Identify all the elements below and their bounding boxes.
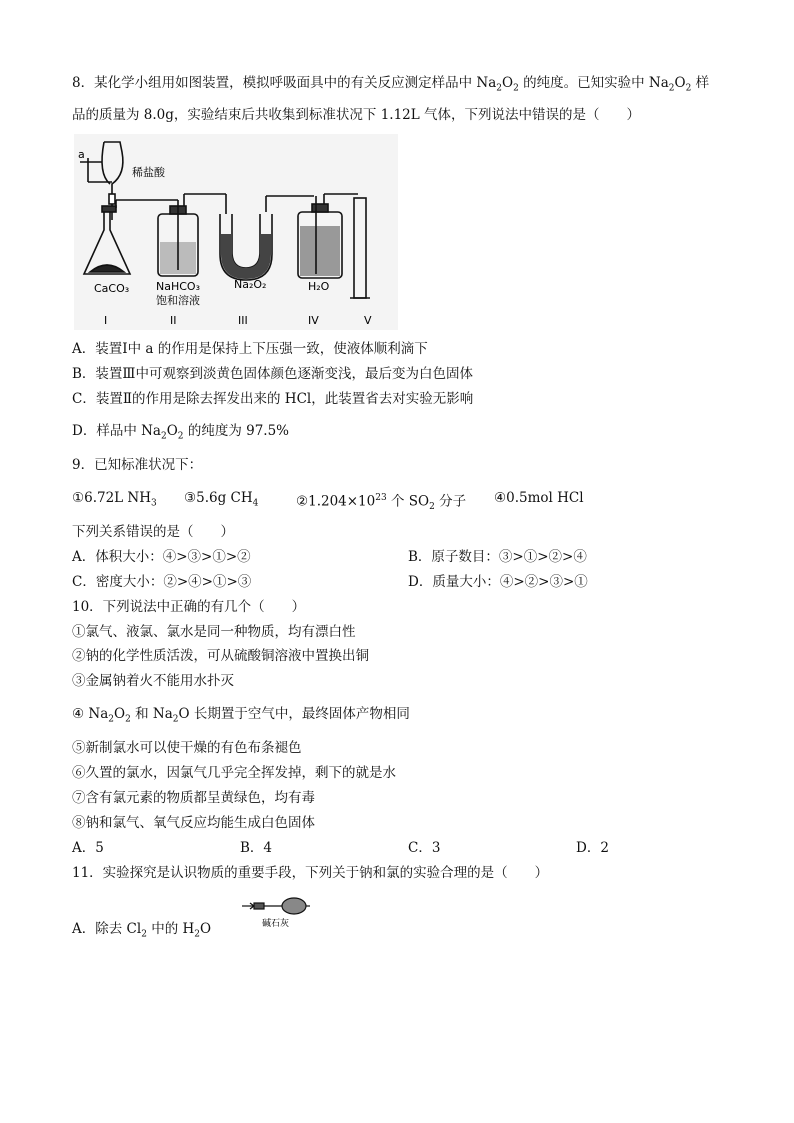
q9-option-a: A．体积大小：④>③>①>② [72,549,251,565]
apparatus-figure [74,134,398,330]
q10-statement-6: ⑥久置的氯水，因氯气几乎完全挥发掉，剩下的就是水 [72,765,396,781]
q10-statement-1: ①氯气、液氯、氯水是同一种物质，均有漂白性 [72,624,356,640]
q9-item-3: ③5.6g $CH_4$ [184,490,259,509]
q10-statement-8: ⑧钠和氯气、氧气反应均能生成白色固体 [72,815,315,831]
q10-statement-5: ⑤新制氯水可以使干燥的有色布条褪色 [72,740,302,756]
q10-stem: 10．下列说法中正确的有几个（ ） [72,599,306,615]
q10-option-b: B．4 [240,840,273,856]
q9-option-b: B．原子数目：③>①>②>④ [408,549,587,565]
q10-statement-4: ④ $Na_2O_2$ 和 $Na_2O$ 长期置于空气中，最终固体产物相同 [72,706,410,725]
q9-item-2: $②1.204\times 10^{23}$ 个 $SO_2$ 分子 [296,493,467,513]
drying-tube-figure [240,894,312,930]
q10-statement-3: ③金属钠着火不能用水扑灭 [72,673,234,689]
q9-item-1: ①6.72L $NH_3$ [72,490,157,509]
q10-option-c: C．3 [408,840,441,856]
soda-lime-label: 碱石灰 [262,919,290,929]
q9-option-c: C．密度大小：②>④>①>③ [72,574,252,590]
label-h2o: H₂O [308,280,330,293]
q9-stem: 9．已知标准状况下： [72,457,203,473]
q9-item-4: ④0.5mol HCl [494,490,584,506]
label-nahco3: NaHCO₃ [156,280,200,293]
roman-3: III [238,314,248,327]
q10-option-d: D．2 [576,840,609,856]
q10-statement-2: ②钠的化学性质活泼，可从硫酸铜溶液中置换出铜 [72,648,369,664]
q8-option-c: C．装置Ⅱ的作用是除去挥发出来的 HCl，此装置省去对实验无影响 [72,391,474,407]
roman-5: V [364,314,372,327]
q8-option-b: B．装置Ⅲ中可观察到淡黄色固体颜色逐渐变浅，最后变为白色固体 [72,366,473,382]
q8-stem-line1: 8．某化学小组用如图装置，模拟呼吸面具中的有关反应测定样品中 $Na_2O_2$ 的纯度。已知实验中 $Na_2O_2$ 样 [72,75,710,94]
label-saturated: 饱和溶液 [156,294,200,307]
label-na2o2: Na₂O₂ [234,278,267,291]
label-caco3: CaCO₃ [94,282,130,295]
q10-statement-7: ⑦含有氯元素的物质都呈黄绿色，均有毒 [72,790,315,806]
roman-4: IV [308,314,319,327]
q8-option-d: D．样品中 $Na_2O_2$ 的纯度为 97.5% [72,423,289,442]
label-acid: 稀盐酸 [132,166,165,179]
roman-2: II [170,314,177,327]
q10-option-a: A．5 [72,840,104,856]
q8-option-a: A．装置Ⅰ中 a 的作用是保持上下压强一致，使液体顺利滴下 [72,341,428,357]
q9-option-d: D．质量大小：④>②>③>① [408,574,588,590]
q9-ask: 下列关系错误的是（ ） [72,524,234,540]
roman-1: I [104,314,108,327]
q11-option-a: A．除去 $Cl_2$ 中的 $H_2O$ [72,921,212,940]
label-a: a [78,148,85,161]
q11-stem: 11．实验探究是认识物质的重要手段，下列关于钠和氯的实验合理的是（ ） [72,865,549,881]
q8-stem-line2: 品的质量为 8.0g，实验结束后共收集到标准状况下 1.12L 气体，下列说法中错误的是（ ） [72,107,641,123]
